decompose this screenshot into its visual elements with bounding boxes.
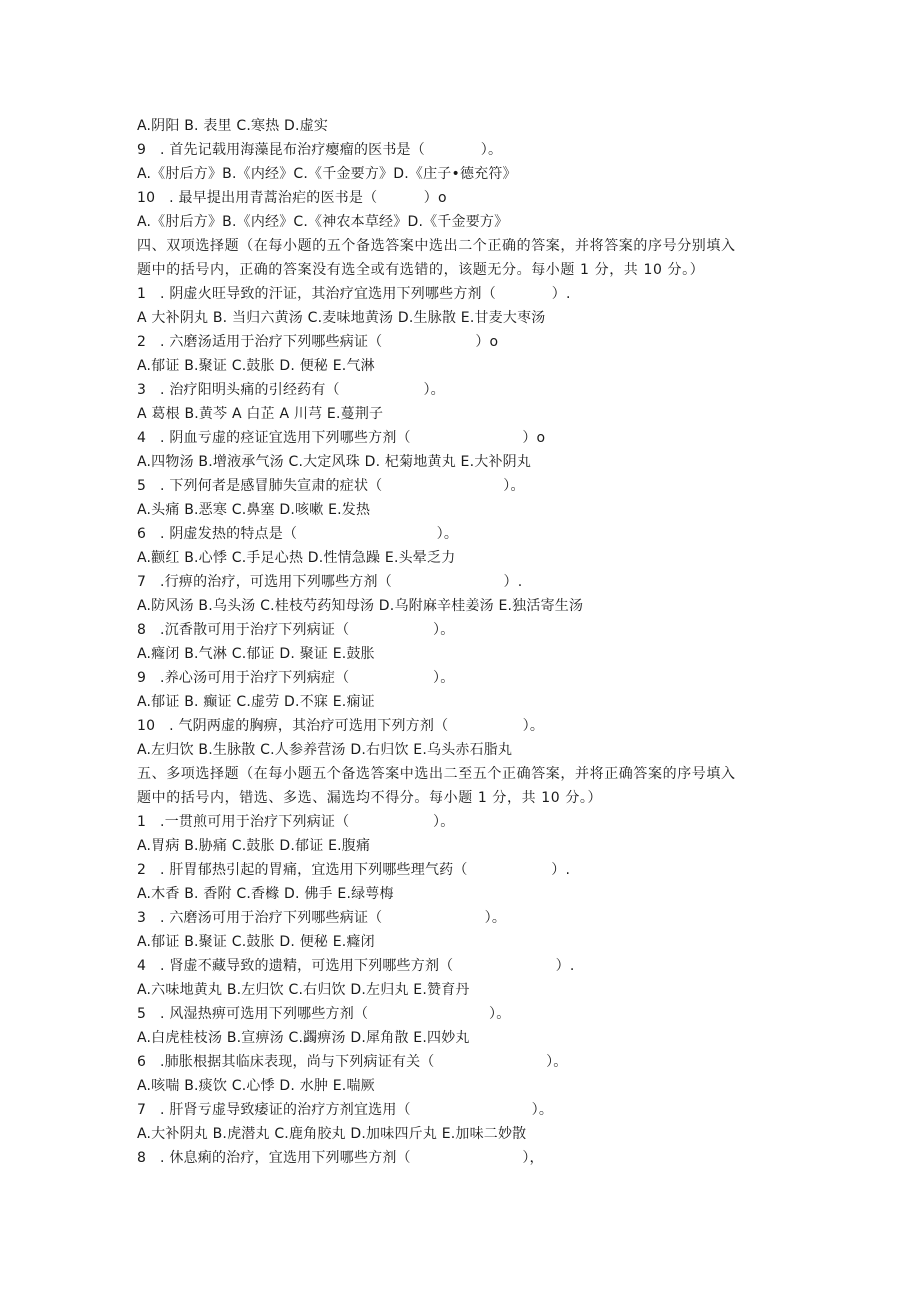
question-line: 10 . 最早提出用青蒿治疟的医书是（ ）o — [137, 190, 447, 206]
answer-options-line: A.郁证 B.聚证 C.鼓胀 D. 便秘 E.癃闭 — [137, 934, 375, 950]
answer-options-line: A 大补阴丸 B. 当归六黄汤 C.麦味地黄汤 D.生脉散 E.甘麦大枣汤 — [137, 310, 546, 326]
question-line: 9 . 首先记载用海藻昆布治疗瘿瘤的医书是（ ）。 — [137, 142, 503, 158]
answer-options-line: A.郁证 B. 癫证 C.虚劳 D.不寐 E.痫证 — [137, 694, 375, 710]
answer-options-line: A.咳喘 B.痰饮 C.心悸 D. 水肿 E.喘厥 — [137, 1078, 375, 1094]
answer-options-line: A.左归饮 B.生脉散 C.人参养营汤 D.右归饮 E.乌头赤石脂丸 — [137, 742, 513, 758]
answer-options-line: A.癃闭 B.气淋 C.郁证 D. 聚证 E.鼓胀 — [137, 646, 375, 662]
answer-options-line: A.木香 B. 香附 C.香橼 D. 佛手 E.绿萼梅 — [137, 886, 394, 902]
question-line: 7 .行痹的治疗，可选用下列哪些方剂（ ）. — [137, 574, 523, 590]
question-line: 7 . 肝肾亏虚导致痿证的治疗方剂宜选用（ ）。 — [137, 1102, 554, 1118]
answer-options-line: A.头痛 B.恶寒 C.鼻塞 D.咳嗽 E.发热 — [137, 502, 371, 518]
section-heading-line: 五、多项选择题（在每小题五个备选答案中选出二至五个正确答案，并将正确答案的序号填入 — [137, 766, 736, 782]
question-line: 8 . 休息痢的治疗，宜选用下列哪些方剂（ ）， — [137, 1150, 544, 1166]
answer-options-line: A.颧红 B.心悸 C.手足心热 D.性情急躁 E.头晕乏力 — [137, 550, 456, 566]
question-line: 8 .沉香散可用于治疗下列病证（ ）。 — [137, 622, 455, 638]
answer-options-line: A 葛根 B.黄芩 A 白芷 A 川芎 E.蔓荆子 — [137, 406, 384, 422]
answer-options-line: A.郁证 B.聚证 C.鼓胀 D. 便秘 E.气淋 — [137, 358, 375, 374]
section-heading-line: 题中的括号内，错选、多选、漏选均不得分。每小题 1 分，共 10 分。） — [137, 790, 603, 806]
question-line: 2 . 六磨汤适用于治疗下列哪些病证（ ）o — [137, 334, 499, 350]
question-line: 5 . 下列何者是感冒肺失宣肃的症状（ ）。 — [137, 478, 525, 494]
question-line: 3 . 治疗阳明头痛的引经药有（ ）。 — [137, 382, 445, 398]
answer-options-line: A.白虎桂枝汤 B.宣痹汤 C.蠲痹汤 D.犀角散 E.四妙丸 — [137, 1030, 470, 1046]
question-line: 9 .养心汤可用于治疗下列病症（ ）。 — [137, 670, 455, 686]
answer-options-line: A.防风汤 B.乌头汤 C.桂枝芍药知母汤 D.乌附麻辛桂姜汤 E.独活寄生汤 — [137, 598, 584, 614]
question-line: 4 . 肾虚不藏导致的遗精，可选用下列哪些方剂（ ）. — [137, 958, 575, 974]
answer-options-line: A.《肘后方》B.《内经》C.《千金要方》D.《庄子•德充符》 — [137, 166, 517, 182]
section-heading-line: 题中的括号内，正确的答案没有选全或有选错的，该题无分。每小题 1 分，共 10 分。） — [137, 262, 705, 278]
question-line: 1 .一贯煎可用于治疗下列病证（ ）。 — [137, 814, 455, 830]
question-line: 6 .肺胀根据其临床表现，尚与下列病证有关（ ）。 — [137, 1054, 568, 1070]
question-line: 5 . 风湿热痹可选用下列哪些方剂（ ）。 — [137, 1006, 511, 1022]
answer-options-line: A.四物汤 B.增液承气汤 C.大定风珠 D. 杞菊地黄丸 E.大补阴丸 — [137, 454, 532, 470]
answer-options-line: A.胃病 B.胁痛 C.鼓胀 D.郁证 E.腹痛 — [137, 838, 371, 854]
question-line: 3 . 六磨汤可用于治疗下列哪些病证（ ）。 — [137, 910, 507, 926]
question-line: 4 . 阴血亏虚的痉证宜选用下列哪些方剂（ ）o — [137, 430, 546, 446]
question-line: 2 . 肝胃郁热引起的胃痛，宜选用下列哪些理气药（ ）. — [137, 862, 571, 878]
question-line: 1 . 阴虚火旺导致的汗证，其治疗宜选用下列哪些方剂（ ）. — [137, 286, 571, 302]
answer-options-line: A.六味地黄丸 B.左归饮 C.右归饮 D.左归丸 E.赞育丹 — [137, 982, 470, 998]
question-line: 10 . 气阴两虚的胸痹，其治疗可选用下列方剂（ ）。 — [137, 718, 545, 734]
answer-options-line: A.《肘后方》B.《内经》C.《神农本草经》D.《千金要方》 — [137, 214, 509, 230]
answer-options-line: A.大补阴丸 B.虎潜丸 C.鹿角胶丸 D.加味四斤丸 E.加味二妙散 — [137, 1126, 527, 1142]
section-heading-line: 四、双项选择题（在每小题的五个备选答案中选出二个正确的答案，并将答案的序号分别填入 — [137, 238, 736, 254]
question-line: 6 . 阴虚发热的特点是（ ）。 — [137, 526, 459, 542]
answer-options-line: A.阴阳 B. 表里 C.寒热 D.虚实 — [137, 118, 329, 134]
